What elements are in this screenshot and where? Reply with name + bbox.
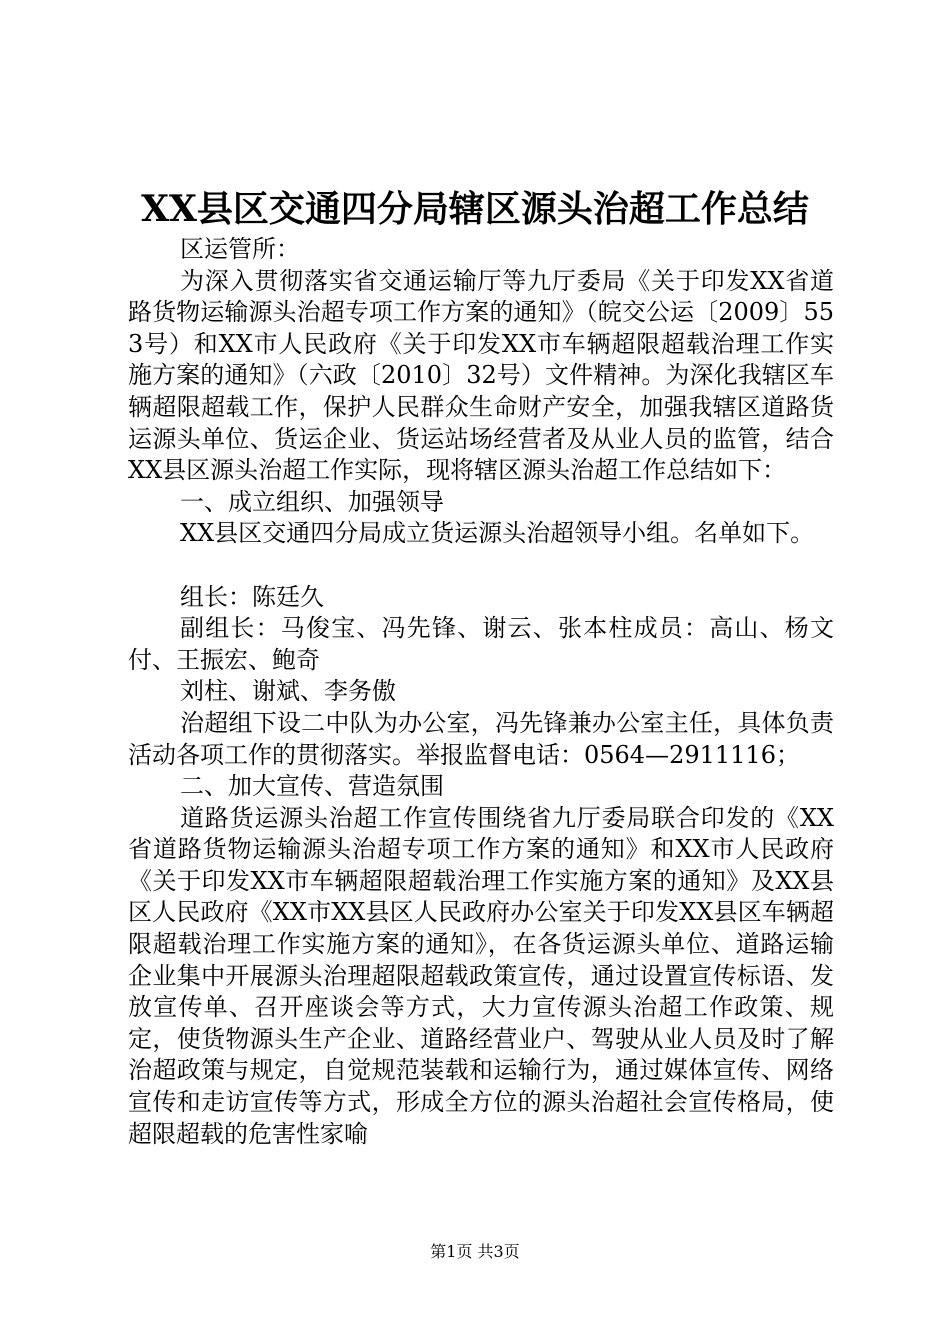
group-leader: 组长：陈廷久 bbox=[180, 582, 324, 611]
group-deputies-members: 副组长：马俊宝、冯先锋、谢云、张本柱成员：高山、杨文付、王振宏、鲍奇 bbox=[128, 614, 834, 674]
group-members-continued: 刘柱、谢斌、李务傲 bbox=[180, 677, 396, 706]
paragraph-intro: 为深入贯彻落实省交通运输厅等九厅委局《关于印发XX省道路货物运输源头治超专项工作方案的通知》（皖交公运〔2009〕553号）和XX市人民政府《关于印发XX市车辆超限超载治理工作实施方案的通知》（六政〔2010〕32号）文件精神。为深化我辖区车辆超限超载工作，保护人民群众生命财产安全，加强我辖区道路货运源头单位、货运企业、货运站场经营者及从业人员的监管，结合XX县区源头治超工作实际，现将辖区源头治超工作总结如下： bbox=[128, 266, 834, 485]
paragraph-leading-group: XX县区交通四分局成立货运源头治超领导小组。名单如下。 bbox=[180, 519, 815, 548]
paragraph-office: 治超组下设二中队为办公室，冯先锋兼办公室主任，具体负责活动各项工作的贯彻落实。举报监督电话：0564—2911116； bbox=[128, 708, 834, 769]
document-title: XX县区交通四分局辖区源头治超工作总结 bbox=[141, 188, 809, 230]
blank-line bbox=[128, 550, 834, 582]
document-body bbox=[128, 234, 834, 1150]
paragraph-publicity: 道路货运源头治超工作宣传围绕省九厅委局联合印发的《XX省道路货物运输源头治超专项工作方案的通知》和XX市人民政府《关于印发XX市车辆超限超载治理工作实施方案的通知》及XX县区人民政府《XX市XX县区人民政府办公室关于印发XX县区车辆超限超载治理工作实施方案的通知》，在各货运源头单位、道路运输企业集中开展源头治理超限超载政策宣传，通过设置宣传标语、发放宣传单、召开座谈会等方式，大力宣传源头治超工作政策、规定，使货物源头生产企业、道路经营业户、驾驶从业人员及时了解治超政策与规定，自觉规范装载和运输行为，通过媒体宣传、网络宣传和走访宣传等方式，形成全方位的源头治超社会宣传格局，使超限超载的危害性家喻 bbox=[128, 803, 834, 1148]
section-heading-2: 二、加大宣传、营造氛围 bbox=[180, 772, 444, 801]
section-heading-1: 一、成立组织、加强领导 bbox=[180, 487, 444, 516]
salutation: 区运管所： bbox=[180, 235, 300, 263]
page-number: 第1页 共3页 bbox=[430, 1242, 520, 1261]
